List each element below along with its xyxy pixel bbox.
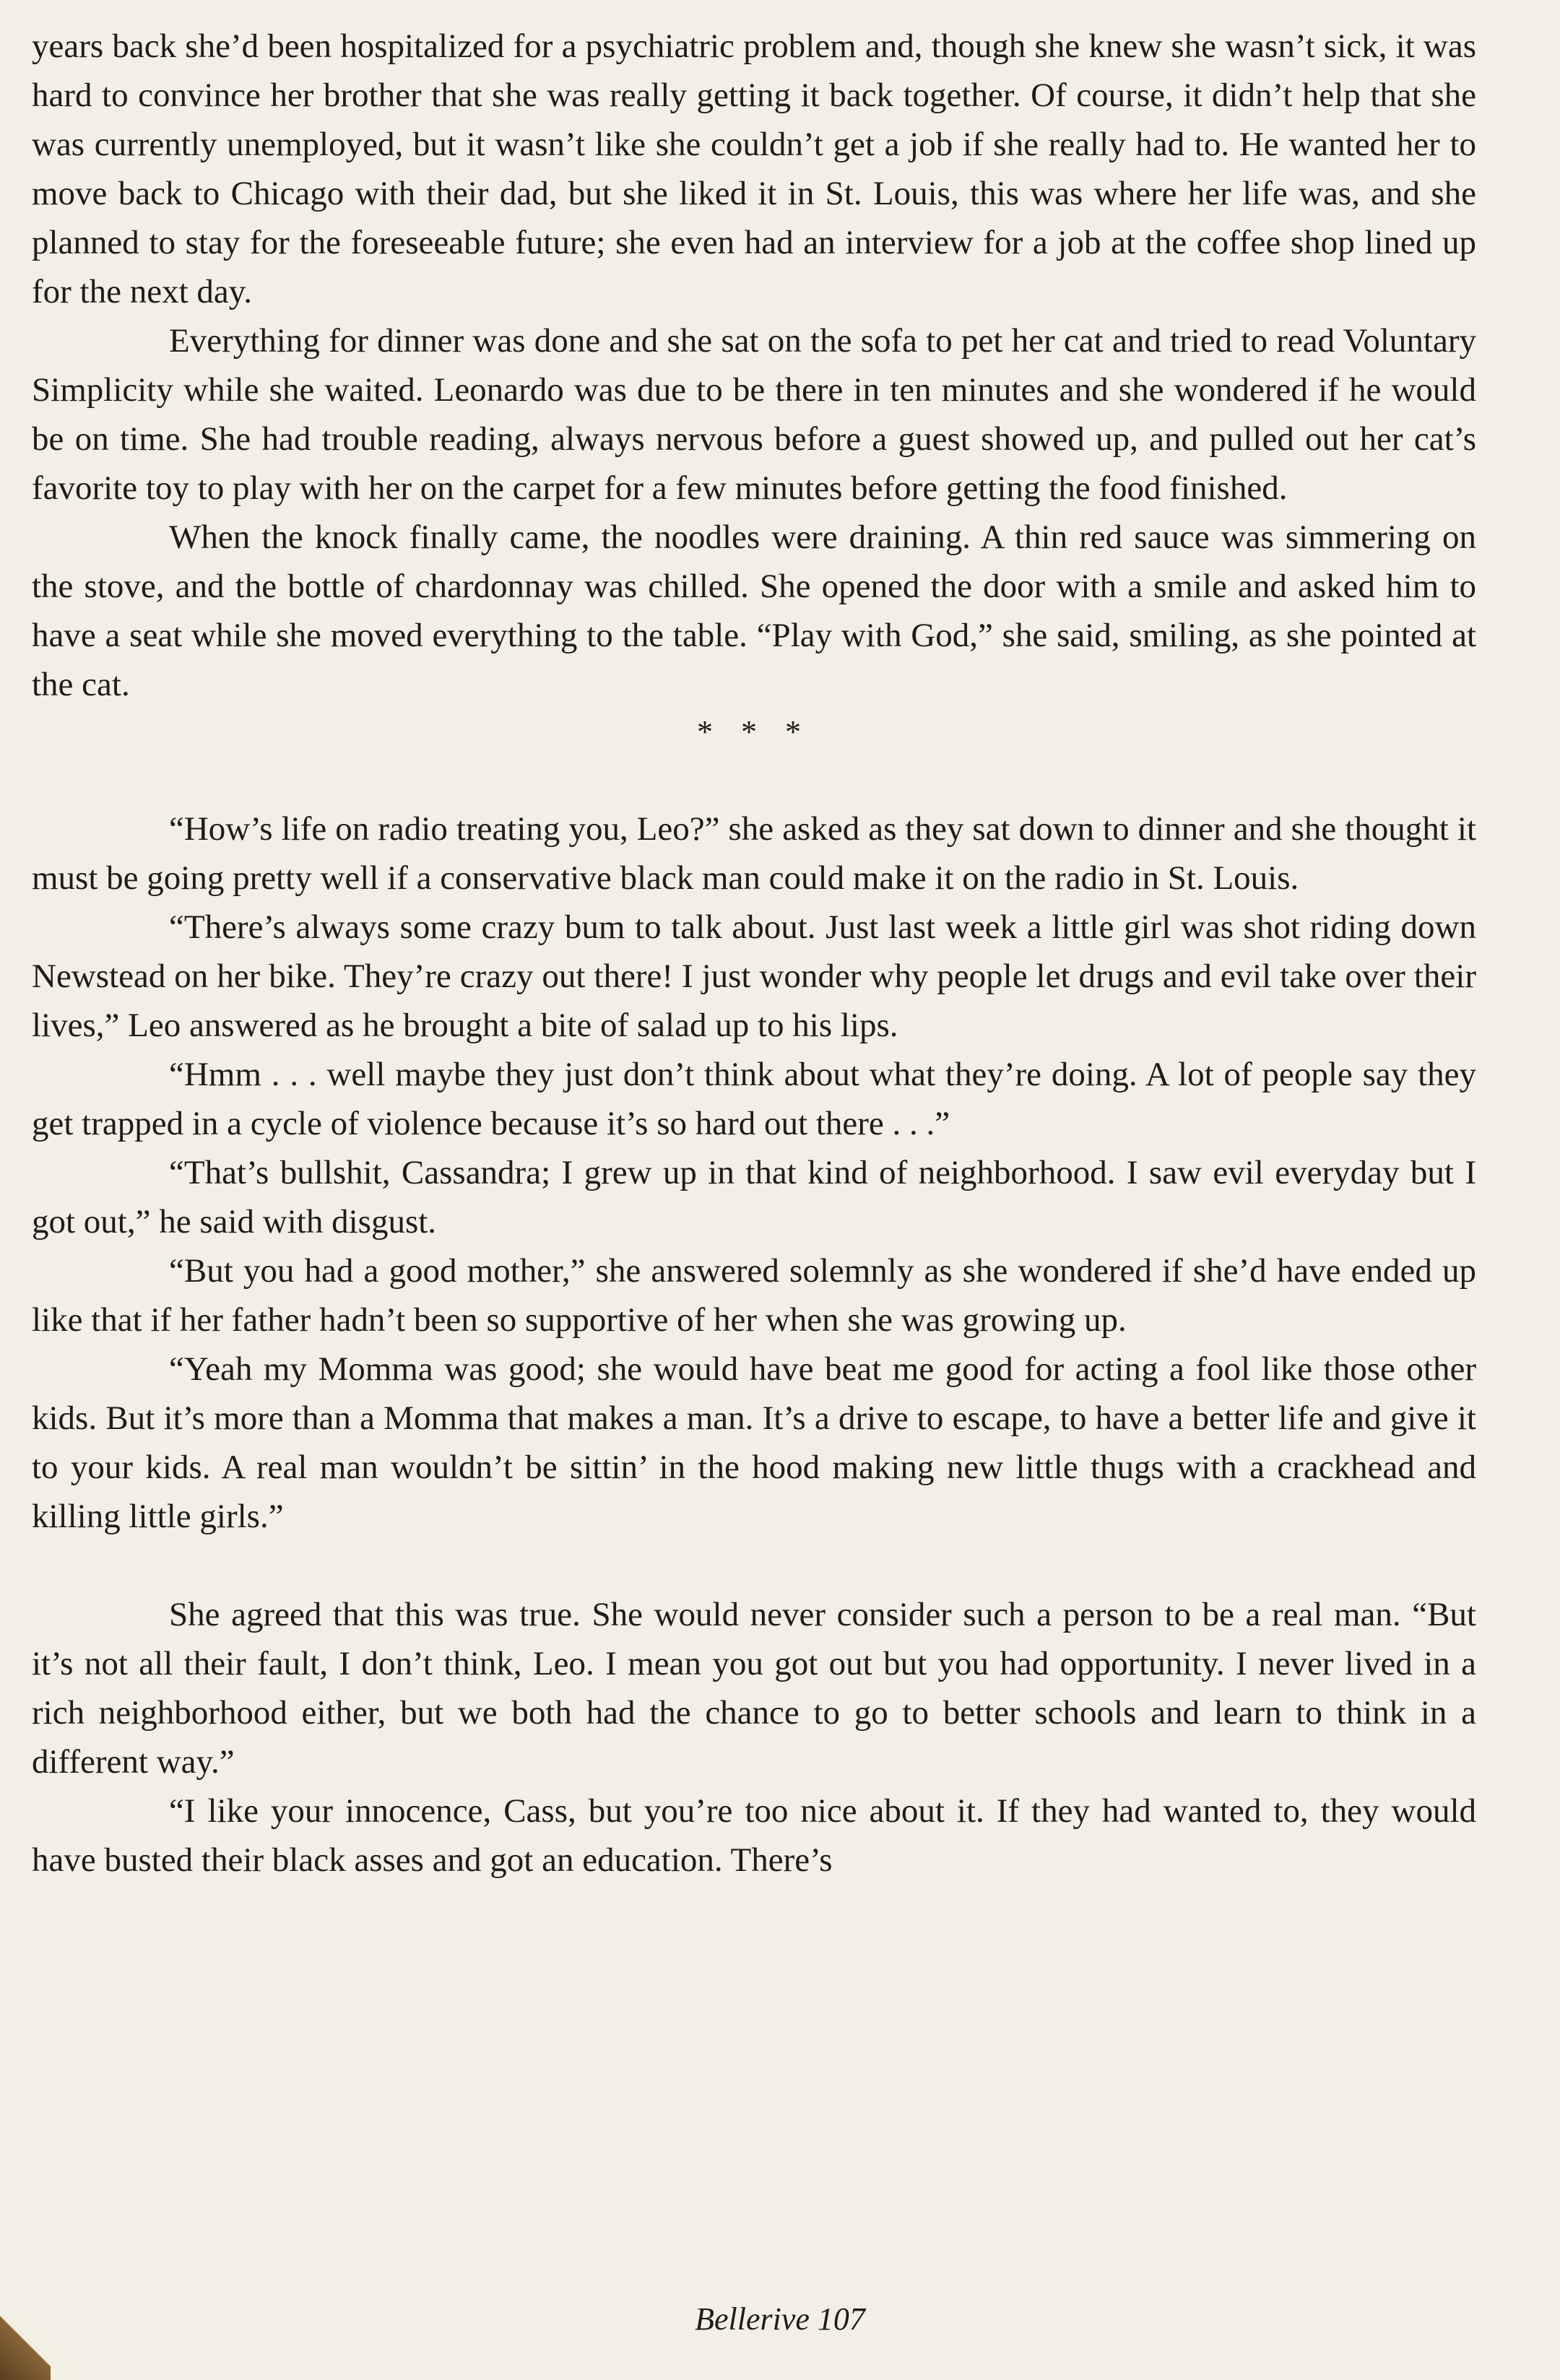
paragraph-3: When the knock finally came, the noodles were draining. A thin red sauce was simmering on the stove, and the bottle of chardonnay was chilled. She opened the door with a smile and asked him to have a seat while she moved everything to the table. “Play with God,” she said, smiling, as she pointed at the cat. [32,518,1476,703]
spacer [32,755,1476,804]
section-break: * * * [697,714,811,750]
paragraph-2: Everything for dinner was done and she sat on the sofa to pet her cat and tried to read Voluntary Simplicity while she waited. Leonardo was due to be there in ten minutes and she wondered if he would be on time. She had trouble reading, always nervous before a guest showed up, and pulled out her cat’s favorite toy to play with her on the carpet for a few minutes before getting the food finished. [32,322,1476,507]
paragraph-8: “But you had a good mother,” she answered solemnly as she wondered if she’d have ended up like that if her father hadn’t been so supportive of her when she was growing up. [32,1252,1476,1339]
paragraph-10: She agreed that this was true. She would never consider such a person to be a real man. “But it’s not all their fault, I don’t think, Leo. I mean you got out but you had opportunity. I never lived in a rich neighborhood either, but we both had the chance to go to better schools and learn to think in a different way.” [32,1596,1476,1781]
body-text [32,22,1476,1885]
spacer [32,1541,1476,1590]
paragraph-7: “That’s bullshit, Cassandra; I grew up in that kind of neighborhood. I saw evil everyday but I got out,” he said with disgust. [32,1154,1476,1241]
book-cover-edge [0,2315,51,2380]
paragraph-5: “There’s always some crazy bum to talk about. Just last week a little girl was shot riding down Newstead on her bike. They’re crazy out there! I just wonder why people let drugs and evil take over their lives,” Leo answered as he brought a bite of salad up to his lips. [32,908,1476,1044]
paragraph-6: “Hmm . . . well maybe they just don’t think about what they’re doing. A lot of people say they get trapped in a cycle of violence because it’s so hard out there . . .” [32,1056,1476,1142]
page-footer: Bellerive 107 [695,2301,865,2337]
paragraph-4: “How’s life on radio treating you, Leo?” she asked as they sat down to dinner and she thought it must be going pretty well if a conservative black man could make it on the radio in St. Louis. [32,810,1476,897]
paragraph-1: years back she’d been hospitalized for a psychiatric problem and, though she knew she wasn’t sick, it was hard to convince her brother that she was really getting it back together. Of course, it didn’t help that she was currently unemployed, but it wasn’t like she couldn’t get a job if she really had to. He wanted her to move back to Chicago with their dad, but she liked it in St. Louis, this was where her life was, and she planned to stay for the foreseeable future; she even had an interview for a job at the coffee shop lined up for the next day. [32,27,1476,310]
paragraph-11: “I like your innocence, Cass, but you’re too nice about it. If they had wanted to, they would have busted their black asses and got an education. There’s [32,1792,1476,1879]
paragraph-9: “Yeah my Momma was good; she would have beat me good for acting a fool like those other kids. But it’s more than a Momma that makes a man. It’s a drive to escape, to have a better life and give it to your kids. A real man wouldn’t be sittin’ in the hood making new little thugs with a crackhead and killing little girls.” [32,1350,1476,1535]
